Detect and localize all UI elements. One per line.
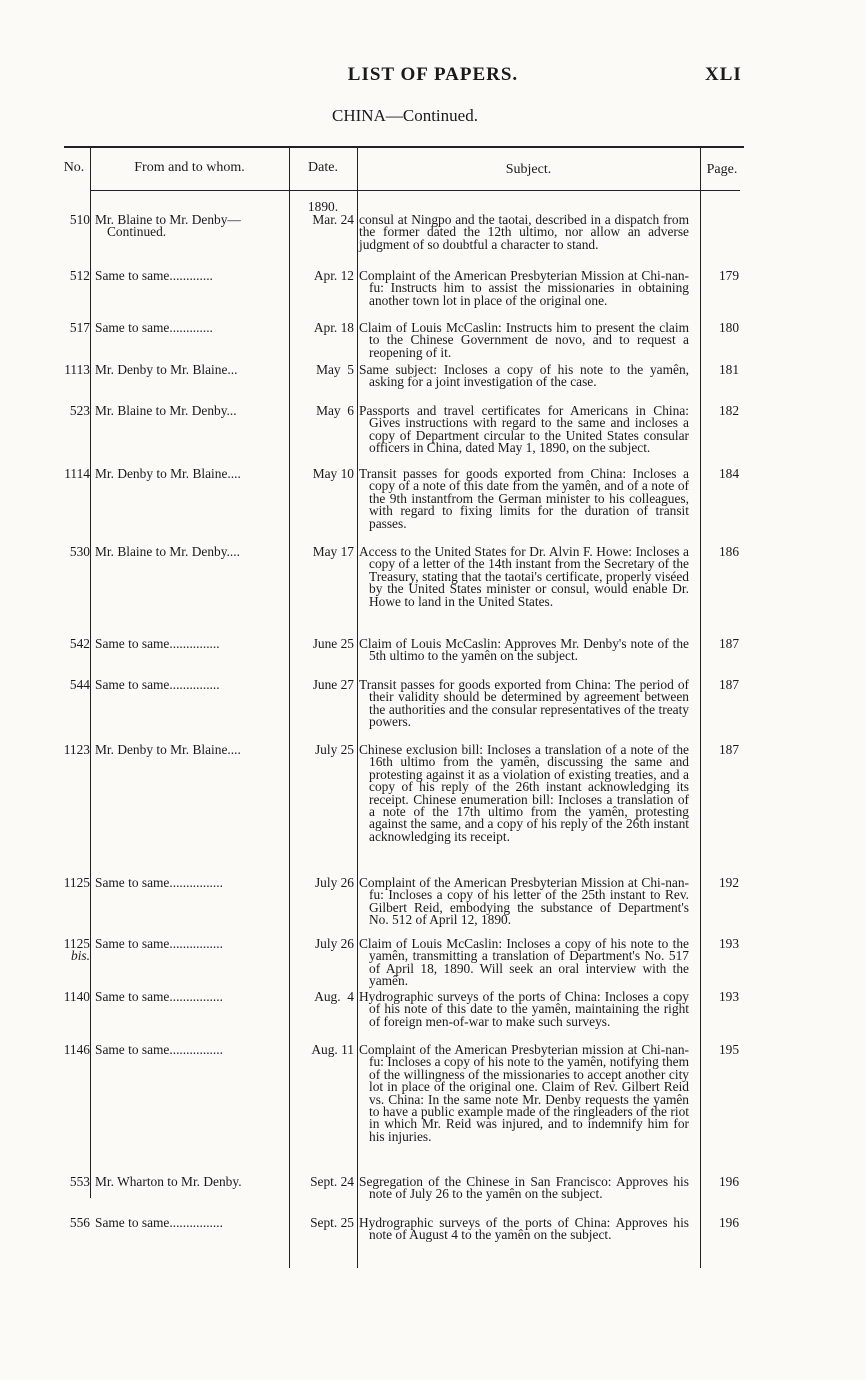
paper-number — [38, 744, 90, 756]
header-subject: Subject. — [505, 162, 552, 177]
page-reference: 187 — [718, 677, 740, 692]
from-to-whom — [95, 405, 285, 417]
from-to-whom-text: Same to same................ — [95, 936, 223, 951]
column-divider — [289, 148, 290, 1268]
paper-date: Sept. 24 — [310, 1174, 354, 1189]
header-date: Date. — [308, 160, 338, 175]
paper-subject-text: Complaint of the American Presbyterian Mission at Chi-nan-fu: Instructs him to assist the missionaries in obtaining another town lot in place of the original one. — [359, 268, 689, 308]
from-to-whom — [95, 877, 285, 889]
paper-subject — [359, 1217, 689, 1242]
page-reference: 192 — [718, 875, 740, 890]
paper-number — [38, 468, 90, 480]
section-title: CHINA—Continued. — [332, 106, 478, 125]
from-to-whom-text: Same to same................ — [95, 1042, 223, 1057]
paper-number-value: 512 — [69, 268, 90, 283]
paper-number-value: 1113 — [64, 362, 90, 377]
paper-date: May 5 — [316, 362, 354, 377]
from-to-whom-text: Same to same................ — [95, 875, 223, 890]
from-to-whom-text: Mr. Denby to Mr. Blaine.... — [95, 466, 241, 481]
paper-subject — [359, 679, 689, 729]
paper-number — [38, 938, 90, 963]
paper-date: June 27 — [312, 677, 354, 692]
paper-number — [38, 638, 90, 650]
paper-subject — [359, 638, 689, 663]
header-no: No. — [63, 160, 85, 175]
paper-number-value: 553 — [69, 1174, 90, 1189]
page-reference: 195 — [718, 1042, 740, 1057]
from-to-whom — [95, 938, 285, 950]
from-to-whom-text: Same to same................ — [95, 1215, 223, 1230]
page-reference: 180 — [718, 320, 740, 335]
paper-subject-text: Hydrographic surveys of the ports of China: Approves his note of August 4 to the yamên on the subject. — [359, 1215, 689, 1243]
page-reference: 179 — [718, 268, 740, 283]
paper-subject — [359, 214, 689, 251]
from-to-whom-text: Same to same............. — [95, 268, 213, 283]
paper-subject-text: Chinese exclusion bill: Incloses a translation of a note of the 16th ultimo from the yamên, discussing the same and protesting against it as a violation of existing treaties, and a copy of his reply of the 26th instant acknowledging its receipt. Chinese enumeration bill: Incloses a translation of a note of the 17th ultimo from the yamên, protesting against the same, and a copy of his reply of the 26th instant acknowledging its receipt. — [359, 742, 689, 844]
column-divider — [700, 148, 701, 1268]
paper-date: July 26 — [314, 936, 354, 951]
paper-subject-text: consul at Ningpo and the taotai, described in a dispatch from the former dated the 12th ultimo, nor allow an adverse judgment of so doubtful a character to stand. — [359, 212, 689, 252]
from-to-whom — [95, 1176, 285, 1188]
from-to-whom — [95, 270, 285, 282]
column-divider — [357, 148, 358, 1268]
paper-number — [38, 1217, 90, 1229]
paper-number-value: 1125 — [63, 936, 90, 951]
paper-number — [38, 679, 90, 691]
year-label: 1890. — [307, 199, 339, 214]
header-page: Page. — [706, 162, 738, 177]
paper-subject — [359, 991, 689, 1028]
paper-number-value: 1114 — [64, 466, 90, 481]
from-to-whom-text: Mr. Blaine to Mr. Denby.... — [95, 544, 240, 559]
paper-subject — [359, 364, 689, 389]
paper-number — [38, 214, 90, 226]
paper-subject-text: Segregation of the Chinese in San Francisco: Approves his note of July 26 to the yamên on the subject. — [359, 1174, 689, 1202]
paper-date: May 6 — [316, 403, 354, 418]
paper-subject-text: Hydrographic surveys of the ports of China: Incloses a copy of his note of this date to the yamên, maintaining the right of foreign men-of-war to make such surveys. — [359, 989, 689, 1029]
paper-number-value: 517 — [69, 320, 90, 335]
paper-date: Sept. 25 — [310, 1215, 354, 1230]
page-reference: 193 — [718, 936, 740, 951]
page-title: LIST OF PAPERS. — [347, 64, 519, 85]
paper-date: Aug. 11 — [311, 1042, 354, 1057]
paper-number-value: 1123 — [63, 742, 90, 757]
page-number: XLI — [705, 64, 742, 85]
from-to-whom-text: Mr. Blaine to Mr. Denby— — [95, 212, 241, 227]
from-to-whom — [95, 214, 285, 239]
paper-date: July 25 — [314, 742, 354, 757]
paper-number — [38, 546, 90, 558]
paper-number-value: 1146 — [63, 1042, 90, 1057]
paper-date: June 25 — [312, 636, 354, 651]
paper-subject-text: Same subject: Incloses a copy of his note to the yamên, asking for a joint investigation of the case. — [359, 362, 689, 390]
paper-subject — [359, 1044, 689, 1143]
paper-subject-text: Complaint of the American Presbyterian mission at Chi-nan-fu: Incloses a copy of his note to the yamên, notifying them of the willingness of the missionaries to accept another city lot in place of the original one. Claim of Rev. Gilbert Reid vs. China: In the same note Mr. Denby requests the yamên to have a public example made of the ringleaders of the riot in which Mr. Reid was injured, and to indemnify him for his injuries. — [359, 1042, 689, 1144]
paper-number-value: 544 — [69, 677, 90, 692]
paper-number — [38, 1176, 90, 1188]
paper-subject — [359, 877, 689, 927]
paper-subject — [359, 468, 689, 530]
table-header-rule — [90, 190, 740, 191]
paper-subject-text: Claim of Louis McCaslin: Instructs him to present the claim to the Chinese Government de novo, and to request a reopening of it. — [359, 320, 689, 360]
from-to-whom — [95, 364, 285, 376]
page-reference: 186 — [718, 544, 740, 559]
paper-date: May 10 — [312, 466, 354, 481]
paper-number — [38, 405, 90, 417]
paper-date: Apr. 12 — [313, 268, 354, 283]
paper-number-value: 530 — [69, 544, 90, 559]
paper-subject — [359, 546, 689, 608]
paper-date: Mar. 24 — [312, 212, 354, 227]
from-to-whom — [95, 546, 285, 558]
paper-subject — [359, 1176, 689, 1201]
from-to-whom-text: Mr. Denby to Mr. Blaine... — [95, 362, 238, 377]
paper-number — [38, 322, 90, 334]
page-reference: 181 — [718, 362, 740, 377]
paper-subject — [359, 938, 689, 988]
page-reference: 187 — [718, 636, 740, 651]
from-to-whom-text: Mr. Denby to Mr. Blaine.... — [95, 742, 241, 757]
column-divider — [90, 148, 91, 1198]
from-to-whom-text: Same to same............... — [95, 636, 220, 651]
paper-subject-text: Passports and travel certificates for Americans in China: Gives instructions with regard to the same and incloses a copy of Department circular to the United States consular officers in China, dated May 1, 1890, on the subject. — [359, 403, 689, 456]
paper-subject-text: Claim of Louis McCaslin: Incloses a copy of his note to the yamên, transmitting a translation of Department's No. 517 of April 18, 1890. Will seek an oral interview with the yamên. — [359, 936, 689, 989]
paper-number — [38, 270, 90, 282]
from-to-whom-text: Same to same................ — [95, 989, 223, 1004]
paper-subject — [359, 405, 689, 455]
from-to-whom — [95, 991, 285, 1003]
from-to-whom-text: Same to same............... — [95, 677, 220, 692]
paper-number-value: 523 — [69, 403, 90, 418]
page-reference: 193 — [718, 989, 740, 1004]
from-to-whom — [95, 744, 285, 756]
from-to-whom-text: Mr. Blaine to Mr. Denby... — [95, 403, 237, 418]
papers-table — [64, 146, 744, 1266]
paper-subject-text: Transit passes for goods exported from China: The period of their validity should be determined by agreement between the authorities and the consular representatives of the treaty powers. — [359, 677, 689, 730]
paper-number-suffix: bis. — [71, 948, 90, 964]
page-reference: 182 — [718, 403, 740, 418]
from-to-whom-text: Same to same............. — [95, 320, 213, 335]
paper-subject — [359, 270, 689, 307]
paper-number — [38, 364, 90, 376]
page-reference: 196 — [718, 1174, 740, 1189]
paper-date: May 17 — [312, 544, 354, 559]
paper-number — [38, 1044, 90, 1056]
page-reference: 196 — [718, 1215, 740, 1230]
paper-subject-text: Transit passes for goods exported from China: Incloses a copy of a note of this date from the yamên, and of a note of the 9th instantfrom the German minister to his colleagues, with regard to fixing limits for the duration of transit passes. — [359, 466, 689, 531]
paper-number — [38, 991, 90, 1003]
from-to-whom-continued: Continued. — [107, 224, 167, 240]
paper-subject — [359, 744, 689, 843]
paper-number — [38, 877, 90, 889]
from-to-whom — [95, 679, 285, 691]
from-to-whom — [95, 638, 285, 650]
from-to-whom — [95, 1217, 285, 1229]
paper-subject-text: Access to the United States for Dr. Alvin F. Howe: Incloses a copy of a letter of the 14th instant from the Secretary of the Treasury, stating that the taotai's certificate, properly viséed by the United States minister or consul, would enable Dr. Howe to land in the United States. — [359, 544, 689, 609]
paper-number-value: 1125 — [63, 875, 90, 890]
paper-number-value: 542 — [69, 636, 90, 651]
paper-subject-text: Complaint of the American Presbyterian Mission at Chi-nan-fu: Incloses a copy of his letter of the 25th instant to Rev. Gilbert Reid, embodying the substance of Department's No. 512 of April 12, 1890. — [359, 875, 689, 928]
from-to-whom — [95, 1044, 285, 1056]
paper-number-value: 1140 — [63, 989, 90, 1004]
paper-number-value: 556 — [69, 1215, 90, 1230]
paper-subject-text: Claim of Louis McCaslin: Approves Mr. Denby's note of the 5th ultimo to the yamên on the subject. — [359, 636, 689, 664]
table-top-rule — [64, 146, 744, 148]
from-to-whom — [95, 322, 285, 334]
paper-date: July 26 — [314, 875, 354, 890]
paper-date: Apr. 18 — [313, 320, 354, 335]
from-to-whom — [95, 468, 285, 480]
paper-subject — [359, 322, 689, 359]
paper-date: Aug. 4 — [314, 989, 354, 1004]
header-from: From and to whom. — [134, 160, 245, 175]
page-reference: 184 — [718, 466, 740, 481]
page-reference: 187 — [718, 742, 740, 757]
from-to-whom-text: Mr. Wharton to Mr. Denby. — [95, 1174, 242, 1189]
paper-number-value: 510 — [69, 212, 90, 227]
